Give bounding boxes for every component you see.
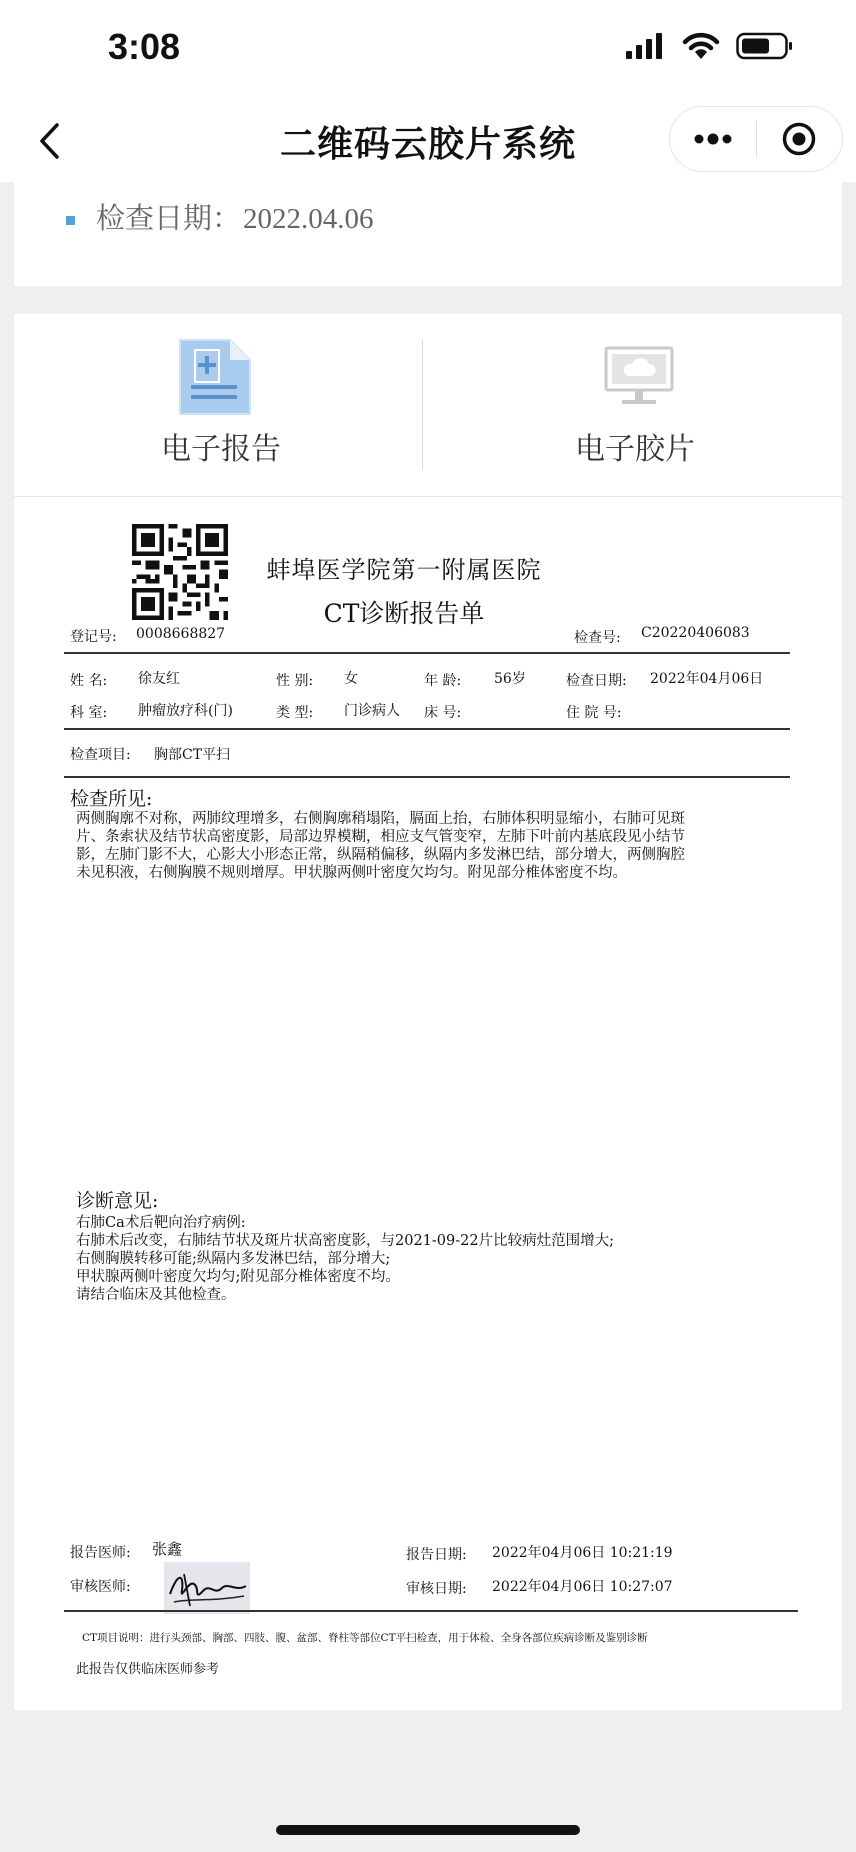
- review-doctor-label: 审核医师:: [70, 1579, 131, 1595]
- battery-icon: [736, 32, 794, 60]
- divider: [64, 728, 790, 730]
- reg-no-label: 登记号:: [70, 629, 117, 645]
- diagnosis-line: 右侧胸膜转移可能;纵隔内多发淋巴结，部分增大;: [76, 1251, 391, 1267]
- report-document-icon: [177, 338, 253, 416]
- wifi-icon: [682, 32, 720, 60]
- signature-scribble-icon: [164, 1562, 250, 1614]
- findings-text: [76, 810, 794, 882]
- inpatient-label: 住 院 号:: [566, 705, 622, 721]
- name-value: 徐友红: [138, 671, 180, 687]
- age-value: 56岁: [494, 671, 526, 687]
- tab-divider: [422, 340, 423, 470]
- exam-date-value: 2022.04.06: [243, 203, 374, 235]
- more-dots-icon: [693, 133, 733, 145]
- divider: [64, 776, 790, 778]
- report-card: [14, 314, 842, 1710]
- film-monitor-icon: [604, 346, 674, 408]
- findings-line: 未见积液，右侧胸膜不规则增厚。甲状腺两侧叶密度欠均匀。附见部分椎体密度不均。: [76, 865, 627, 881]
- tab-electronic-report[interactable]: [14, 314, 428, 497]
- findings-title: 检查所见:: [70, 788, 153, 810]
- exam-no-value: C20220406083: [641, 625, 750, 641]
- report-exam-date-value: 2022年04月06日: [650, 671, 764, 687]
- tab-electronic-film-label: 电子胶片: [575, 432, 695, 467]
- name-label: 姓 名:: [70, 673, 108, 689]
- dept-value: 肿瘤放疗科(门): [138, 703, 233, 719]
- report-exam-date-label: 检查日期:: [566, 673, 627, 689]
- tab-electronic-report-label: 电子报告: [161, 432, 281, 467]
- nav-bar: [0, 100, 856, 182]
- diagnosis-line: 右肺Ca术后靶向治疗病例:: [76, 1215, 246, 1231]
- miniprogram-capsule: [669, 106, 843, 172]
- sex-label: 性 别:: [276, 673, 314, 689]
- diagnosis-title: 诊断意见:: [76, 1190, 159, 1212]
- exam-item-value: 胸部CT平扫: [154, 747, 231, 763]
- report-date-value: 2022年04月06日 10:21:19: [492, 1545, 673, 1561]
- findings-line: 片、条索状及结节状高密度影，局部边界模糊，相应支气管变窄，左肺下叶前内基底段见小结节: [76, 829, 685, 845]
- review-date-label: 审核日期:: [406, 1581, 467, 1597]
- page-title: 二维码云胶片系统: [279, 124, 576, 165]
- review-date-value: 2022年04月06日 10:27:07: [492, 1579, 673, 1595]
- qr-code-icon: [132, 524, 228, 620]
- doctor-signature: [164, 1562, 250, 1614]
- bullet-icon: [66, 216, 75, 225]
- divider: [64, 652, 790, 654]
- dept-label: 科 室:: [70, 705, 108, 721]
- status-bar: [0, 0, 856, 100]
- hospital-name: 蚌埠医学院第一附属医院: [266, 556, 542, 584]
- findings-line: 两侧胸廓不对称，两肺纹理增多，右侧胸廓稍塌陷，膈面上抬，右肺体积明显缩小，右肺可见斑: [76, 811, 685, 827]
- report-doctor-value: 张鑫: [152, 1540, 183, 1558]
- bed-label: 床 号:: [424, 705, 462, 721]
- diagnosis-line: 甲状腺两侧叶密度欠均匀;附见部分椎体密度不均。: [76, 1269, 400, 1285]
- type-value: 门诊病人: [344, 703, 400, 719]
- ct-footnote: CT项目说明：进行头颈部、胸部、四肢、腹、盆部、脊柱等部位CT平扫检查，用于体检、全身各部位疾病诊断及鉴别诊断: [82, 1632, 648, 1644]
- reg-no-value: 0008668827: [136, 626, 226, 642]
- age-label: 年 龄:: [424, 673, 462, 689]
- exam-date-row: [96, 196, 374, 237]
- target-circle-icon: [781, 121, 817, 157]
- exam-date-card: [14, 182, 842, 286]
- sex-value: 女: [344, 671, 358, 687]
- close-miniprogram-button[interactable]: [757, 107, 843, 171]
- diagnosis-line: 请结合临床及其他检查。: [76, 1287, 236, 1303]
- status-icons: [626, 32, 794, 60]
- cellular-signal-icon: [626, 33, 666, 59]
- tab-electronic-film[interactable]: [428, 314, 842, 497]
- exam-date-label: 检查日期：: [96, 201, 242, 235]
- report-tabs: [14, 314, 842, 497]
- status-time: 3:08: [108, 26, 181, 67]
- exam-item-label: 检查项目:: [70, 747, 131, 763]
- diagnosis-text: [76, 1214, 794, 1304]
- exam-no-label: 检查号:: [574, 630, 621, 646]
- report-doctor-label: 报告医师:: [70, 1545, 131, 1561]
- disclaimer: 此报告仅供临床医师参考: [76, 1662, 220, 1677]
- more-button[interactable]: [670, 107, 756, 171]
- type-label: 类 型:: [276, 705, 314, 721]
- ct-report-document: [14, 498, 842, 1710]
- report-title: CT诊断报告单: [323, 599, 485, 628]
- report-date-label: 报告日期:: [406, 1547, 467, 1563]
- diagnosis-line: 右肺术后改变，右肺结节状及斑片状高密度影，与2021-09-22片比较病灶范围增大;: [76, 1233, 614, 1249]
- divider: [64, 1610, 798, 1612]
- findings-line: 影，左肺门影不大，心影大小形态正常，纵隔稍偏移，纵隔内多发淋巴结，部分增大，两侧胸腔: [76, 847, 685, 863]
- home-indicator[interactable]: [276, 1825, 580, 1835]
